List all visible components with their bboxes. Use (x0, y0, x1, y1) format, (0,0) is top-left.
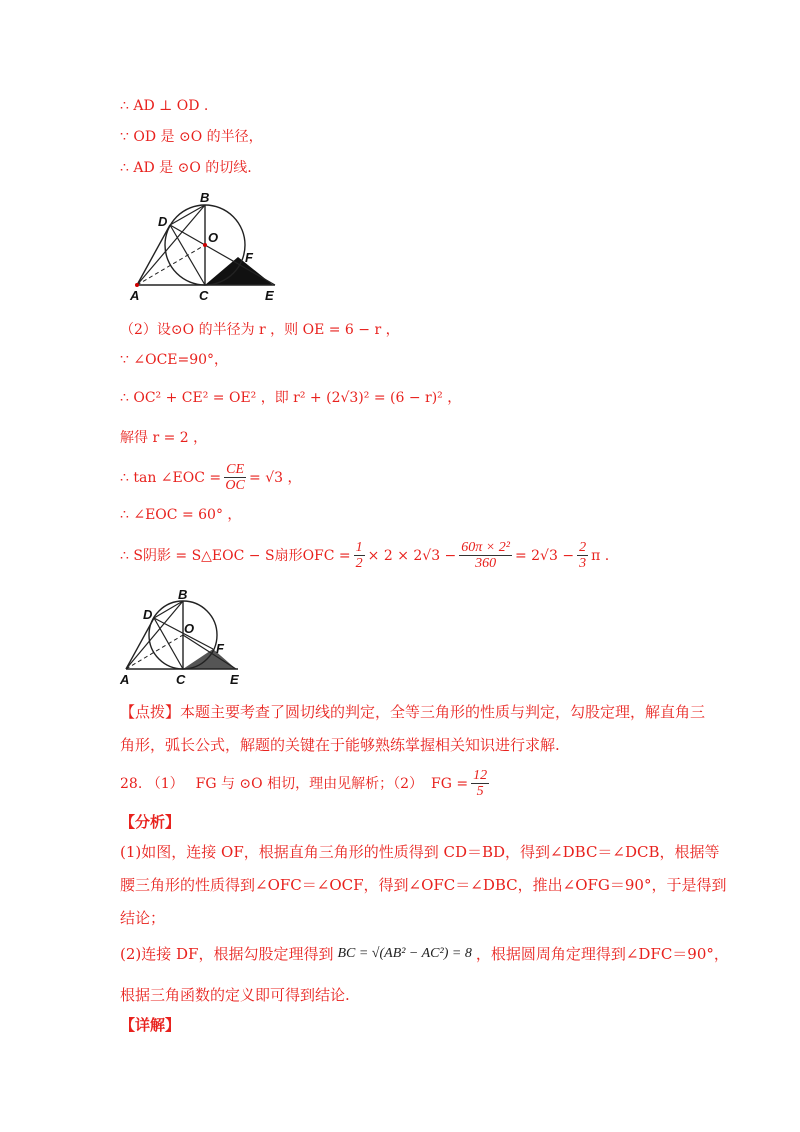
detail-heading: 【详解】 (120, 1016, 181, 1034)
svg-text:O: O (208, 230, 219, 245)
line-angle-eoc: ∴ ∠EOC = 60° ， (120, 507, 242, 523)
fraction-one-half: $\frac{1}{2}$ (355, 540, 363, 571)
svg-text:B: B (178, 587, 188, 602)
svg-text:F: F (216, 641, 224, 656)
line-ad-perp-od: ∴ AD ⊥ OD . (120, 98, 209, 114)
analysis-line-3: 结论； (120, 909, 166, 927)
svg-text:A: A (120, 672, 130, 687)
tip-line-2: 角形，弧长公式，解题的关键在于能够熟练掌握相关知识进行求解. (120, 736, 560, 754)
fraction-ce-oc: $\frac{CE}{OC}$ (225, 462, 245, 493)
question-28-answer: 28. （1） FG 与 ⊙O 相切，理由见解析；（2） FG = $\frac{12}{5}$ (120, 768, 488, 799)
svg-text:C: C (176, 672, 186, 687)
analysis-line-2: 腰三角形的性质得到∠OFC＝∠OCF，得到∠OFC＝∠DBC，推出∠OFG＝90°，于是得到 (120, 876, 727, 894)
svg-text:E: E (265, 288, 274, 303)
fraction-sector: $\frac{\text{60π × 2²}}{360}$ (461, 540, 510, 571)
line-shaded-area: ∴ S阴影 = S△EOC − S扇形OFC = $\frac{1}{2}$ × 2 × 2√3 − $\frac{\text{60π × 2²}}{360}$ = 2√3 − $\frac{2}{3}$ π . (120, 540, 610, 571)
analysis-line-1: (1)如图，连接 OF，根据直角三角形的性质得到 CD＝BD，得到∠DBC＝∠DCB，根据等 (120, 843, 720, 861)
svg-text:O: O (184, 621, 195, 636)
svg-text:B: B (200, 190, 210, 205)
analysis-heading: 【分析】 (120, 813, 181, 831)
line-angle-oce: ∵ ∠OCE=90°， (120, 352, 229, 368)
geometry-figure-2 (118, 585, 258, 690)
svg-text:A: A (130, 288, 140, 303)
svg-text:D: D (158, 214, 168, 229)
line-pythagoras: ∴ OC² + CE² = OE² ，即 r² + (2√3)² = (6 − r)² ， (120, 390, 462, 406)
geometry-figure-1 (125, 190, 285, 305)
svg-text:D: D (143, 607, 153, 622)
line-set-radius: （2）设⊙O 的半径为 r ，则 OE = 6 − r ， (120, 322, 400, 338)
tip-line-1: 【点拨】本题主要考查了圆切线的判定，全等三角形的性质与判定，勾股定理，解直角三 (120, 703, 706, 721)
line-od-radius: ∵ OD 是 ⊙O 的半径， (120, 129, 263, 145)
svg-text:F: F (245, 250, 253, 265)
analysis-line-4: (2)连接 DF，根据勾股定理得到 BC = √(AB² − AC²) = 8 ，根据圆周角定理得到∠DFC＝90°， (120, 945, 729, 963)
line-ad-tangent: ∴ AD 是 ⊙O 的切线. (120, 160, 252, 176)
analysis-line-5: 根据三角函数的定义即可得到结论. (120, 986, 350, 1004)
svg-text:E: E (230, 672, 239, 687)
fraction-12-5: $\frac{12}{5}$ (473, 768, 488, 799)
line-tan-eoc: ∴ tan ∠EOC = $\frac{CE}{OC}$ = √3 ， (120, 462, 302, 493)
svg-text:C: C (199, 288, 209, 303)
fraction-two-thirds: $\frac{2}{3}$ (579, 540, 587, 571)
shaded-region (205, 257, 273, 285)
line-solve-r: 解得 r = 2 ， (120, 430, 208, 446)
